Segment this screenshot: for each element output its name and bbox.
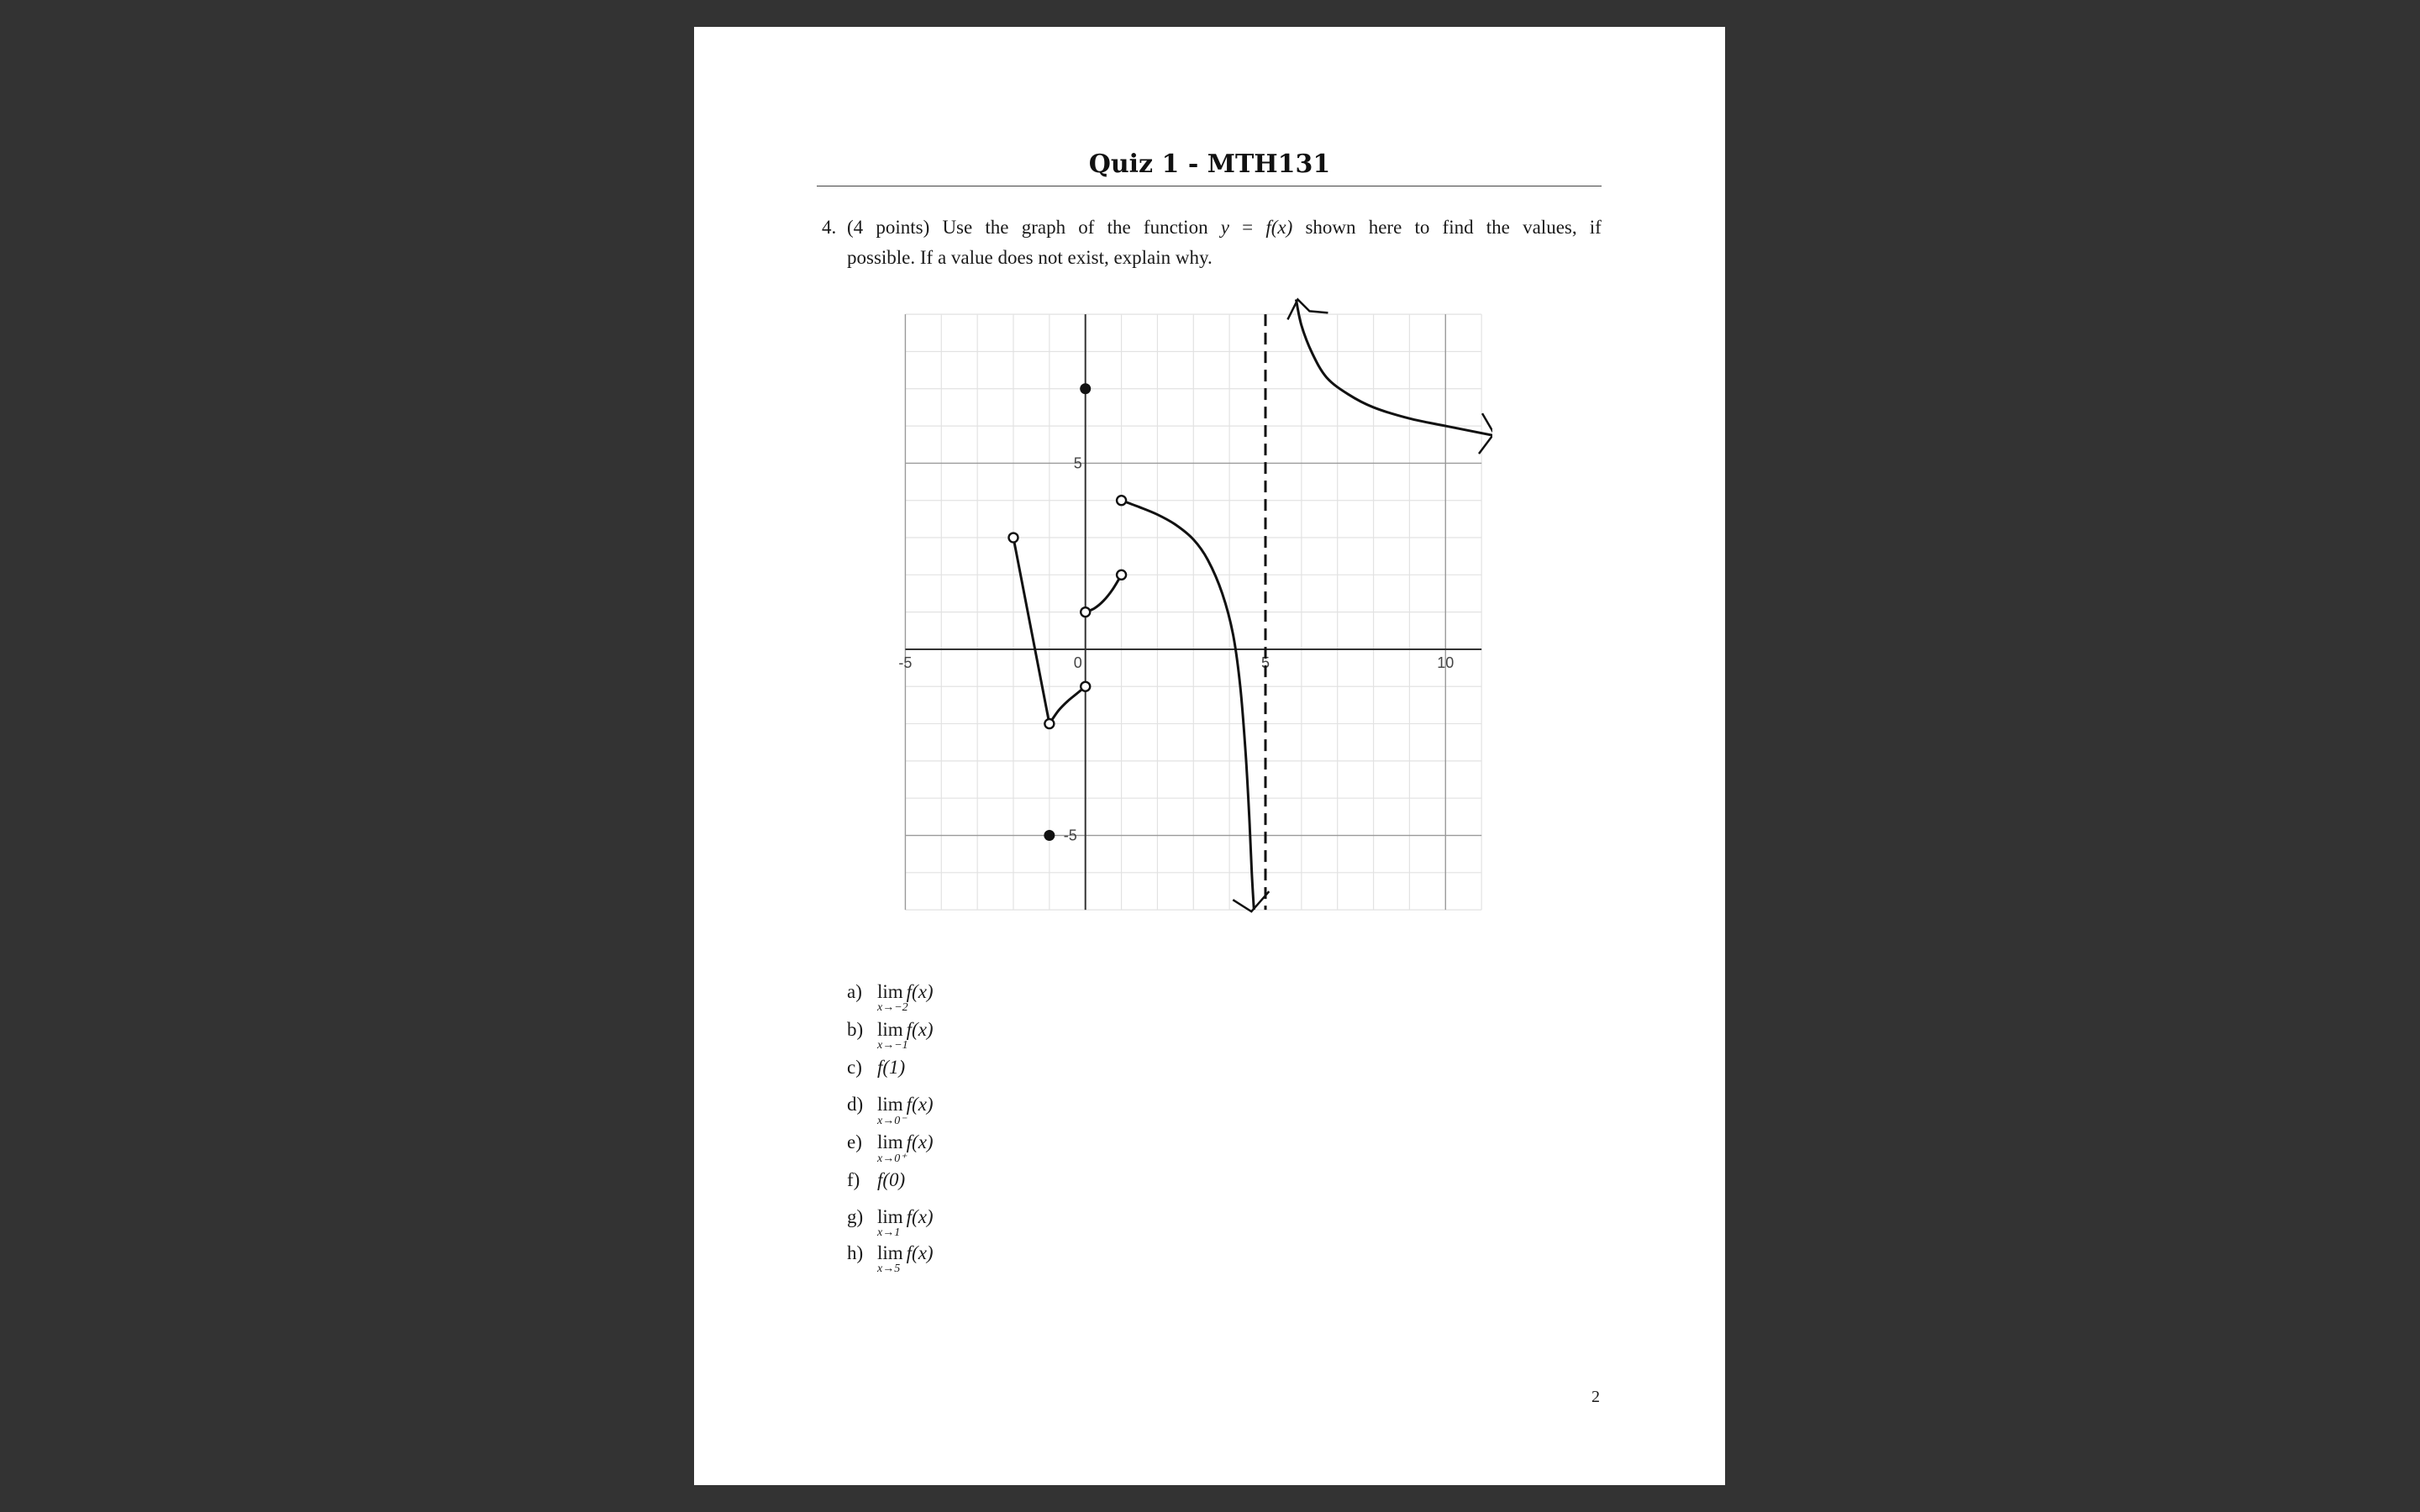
y-tick-label: 5 (1073, 454, 1082, 472)
question-part (847, 1131, 934, 1165)
question-word: f(x) (1265, 217, 1293, 238)
part-label: d) (847, 1094, 864, 1115)
part-label: b) (847, 1019, 864, 1040)
question-word: if (1589, 217, 1602, 238)
question-word: find (1442, 217, 1474, 238)
question-part (847, 1169, 905, 1191)
curve-right-branch (1296, 299, 1492, 435)
page-title: Quiz 1 - MTH131 (1088, 150, 1331, 179)
closed-point (1080, 383, 1091, 394)
limit-operator (877, 981, 908, 1014)
arrow-down-end (1233, 891, 1269, 911)
part-expression: f(0) (877, 1169, 906, 1190)
limit-operator (877, 1019, 908, 1052)
closed-point (1044, 830, 1055, 841)
part-label: e) (847, 1131, 862, 1152)
open-point (1117, 496, 1126, 505)
question-part (847, 1242, 934, 1275)
question-text-line2: possible. If a value does not exist, explain why. (847, 247, 1213, 268)
open-point (1117, 570, 1126, 580)
question-word: graph (1021, 217, 1066, 238)
limit-operator (877, 1242, 903, 1275)
question-word: the (1486, 217, 1510, 238)
limit-word: lim (877, 1242, 903, 1263)
question-word: Use (942, 217, 973, 238)
limit-operator (877, 1206, 903, 1239)
question-word: points) (876, 217, 930, 238)
x-tick-label: -5 (898, 654, 913, 671)
part-label: g) (847, 1206, 864, 1227)
y-tick-label: -5 (1063, 827, 1077, 844)
question-part (847, 1057, 905, 1079)
limit-word: lim (877, 981, 903, 1002)
part-expression: f(x) (906, 1094, 934, 1115)
question-word: here (1368, 217, 1402, 238)
open-point (1081, 682, 1090, 691)
limit-operator (877, 1131, 907, 1165)
part-expression: f(1) (877, 1057, 906, 1078)
question-text-line1 (847, 217, 1602, 239)
limit-subscript: x→0⁻ (877, 1115, 907, 1127)
function-graph (887, 296, 1492, 917)
open-point (1009, 533, 1018, 543)
x-tick-label: 10 (1437, 654, 1455, 671)
part-expression: f(x) (906, 1019, 934, 1040)
question-word: (4 (847, 217, 864, 238)
open-point (1044, 719, 1054, 728)
question-word: of (1078, 217, 1095, 238)
limit-word: lim (877, 1206, 903, 1227)
page-number: 2 (1591, 1388, 1600, 1406)
limit-subscript: x→−2 (877, 1001, 908, 1014)
limit-subscript: x→1 (877, 1226, 901, 1239)
question-part (847, 1094, 934, 1127)
question-word: the (985, 217, 1009, 238)
part-label: h) (847, 1242, 864, 1263)
curve-lower-left (1050, 686, 1086, 723)
question-word: values, (1523, 217, 1577, 238)
question-part (847, 981, 934, 1014)
limit-subscript: x→5 (877, 1263, 901, 1275)
limit-word: lim (877, 1019, 903, 1040)
question-word: = (1242, 217, 1254, 238)
x-tick-label: 5 (1260, 654, 1270, 671)
question-part (847, 1019, 934, 1052)
arrow-up-end (1287, 299, 1328, 319)
quiz-page (694, 27, 1725, 1485)
part-label: c) (847, 1057, 862, 1078)
curve-small-upper (1086, 575, 1122, 612)
line-segment-left (1013, 538, 1050, 724)
limit-subscript: x→0⁺ (877, 1152, 907, 1165)
curve-descending (1122, 501, 1255, 910)
question-part (847, 1206, 934, 1239)
part-expression: f(x) (906, 1206, 934, 1227)
part-expression: f(x) (906, 981, 934, 1002)
question-word: function (1143, 217, 1208, 238)
part-label: f) (847, 1169, 860, 1190)
question-number: 4. (822, 217, 837, 238)
limit-word: lim (877, 1131, 903, 1152)
question-word: the (1107, 217, 1131, 238)
limit-operator (877, 1094, 907, 1127)
limit-subscript: x→−1 (877, 1039, 908, 1052)
part-expression: f(x) (906, 1242, 934, 1263)
question-word: shown (1305, 217, 1356, 238)
x-tick-label: 0 (1073, 654, 1082, 671)
question-word: y (1220, 217, 1229, 238)
open-point (1081, 607, 1090, 617)
question-word: to (1414, 217, 1430, 238)
limit-word: lim (877, 1094, 903, 1115)
part-label: a) (847, 981, 862, 1002)
part-expression: f(x) (906, 1131, 934, 1152)
